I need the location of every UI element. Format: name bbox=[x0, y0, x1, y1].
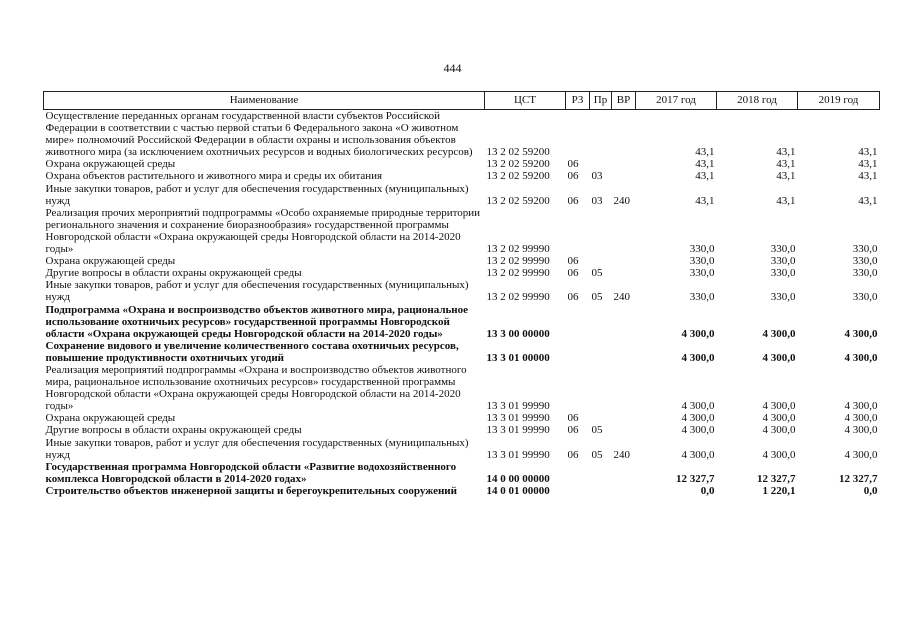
cell-cst: 13 3 01 99990 bbox=[486, 412, 550, 425]
cell-2019: 330,0 bbox=[852, 267, 878, 280]
column-header-name: Наименование bbox=[44, 92, 485, 110]
cell-pr bbox=[590, 485, 612, 497]
cell-2018: 330,0 bbox=[770, 243, 796, 256]
cell-pr bbox=[590, 340, 612, 364]
cell-cst: 13 2 02 99990 bbox=[486, 267, 550, 280]
cell-2018: 4 300,0 bbox=[762, 448, 796, 461]
cell-vr bbox=[612, 267, 636, 279]
table-body bbox=[44, 110, 880, 498]
cell-2019: 43,1 bbox=[858, 170, 878, 183]
cell-2018: 43,1 bbox=[776, 170, 796, 183]
cell-vr: 240 bbox=[613, 194, 630, 207]
cell-name: Другие вопросы в области охраны окружающей среды bbox=[45, 424, 302, 437]
cell-vr bbox=[612, 340, 636, 364]
cell-rz: 06 bbox=[567, 255, 579, 268]
cell-2017: 4 300,0 bbox=[681, 400, 715, 413]
column-header-cst: ЦСТ bbox=[485, 92, 566, 110]
cell-name: Строительство объектов инженерной защиты и берегоукрепительных сооружений bbox=[45, 484, 457, 497]
cell-rz: 06 bbox=[567, 424, 579, 437]
cell-name: Охрана объектов растительного и животного мира и среды их обитания bbox=[45, 170, 383, 183]
table-row bbox=[44, 340, 880, 364]
cell-rz bbox=[566, 364, 590, 412]
cell-rz bbox=[566, 485, 590, 497]
cell-2019: 0,0 bbox=[863, 484, 878, 497]
cell-2017: 330,0 bbox=[689, 291, 715, 304]
cell-vr: 240 bbox=[613, 448, 630, 461]
table-row bbox=[44, 267, 880, 279]
cell-rz: 06 bbox=[567, 412, 579, 425]
cell-pr: 03 bbox=[591, 194, 603, 207]
cell-pr bbox=[590, 412, 612, 424]
cell-cst: 14 0 01 00000 bbox=[486, 484, 550, 497]
cell-vr: 240 bbox=[613, 291, 630, 304]
table-row bbox=[44, 255, 880, 267]
table-row bbox=[44, 364, 880, 412]
cell-2017: 43,1 bbox=[695, 146, 715, 159]
cell-2018: 12 327,7 bbox=[757, 472, 796, 485]
cell-rz: 06 bbox=[567, 267, 579, 280]
cell-name: Иные закупки товаров, работ и услуг для обеспечения государственных (муниципальных) нужд bbox=[45, 436, 469, 461]
cell-rz: 06 bbox=[567, 158, 579, 171]
cell-2019: 4 300,0 bbox=[844, 412, 878, 425]
cell-2018: 4 300,0 bbox=[762, 412, 796, 425]
cell-2017: 12 327,7 bbox=[676, 472, 715, 485]
cell-cst: 13 3 01 00000 bbox=[486, 351, 550, 364]
cell-2019: 43,1 bbox=[858, 146, 878, 159]
column-header-2018: 2018 год bbox=[717, 92, 798, 110]
cell-rz bbox=[566, 340, 590, 364]
cell-cst: 13 2 02 59200 bbox=[486, 158, 550, 171]
cell-vr bbox=[612, 158, 636, 170]
column-header-vr: ВР bbox=[612, 92, 636, 110]
cell-2019: 330,0 bbox=[852, 243, 878, 256]
cell-cst: 13 3 01 99990 bbox=[486, 448, 550, 461]
cell-name: Охрана окружающей среды bbox=[45, 412, 176, 425]
column-header-pr: Пр bbox=[590, 92, 612, 110]
cell-pr: 05 bbox=[591, 448, 603, 461]
cell-vr bbox=[612, 461, 636, 485]
table-header-row bbox=[44, 92, 880, 110]
cell-rz: 06 bbox=[567, 448, 579, 461]
cell-name: Реализация мероприятий подпрограммы «Охрана и воспроизводство объектов животного мира, рациональное использование охотничьих ресурсов» государственной программы Новгородской области «Охрана окружающей среды Новгородской области на 2014-2020 годы» bbox=[45, 363, 467, 413]
cell-2018: 330,0 bbox=[770, 267, 796, 280]
cell-2019: 330,0 bbox=[852, 255, 878, 268]
cell-2018: 330,0 bbox=[770, 255, 796, 268]
cell-name: Осуществление переданных органам государственной власти субъектов Российской Федерации в соответствии с частью первой статьи 6 Федерального закона «О животном мире» полномочий Российской Федерации в области охраны и использования объектов животного мира (за исключением охотничьих ресурсов и водных биологических ресурсов) bbox=[45, 110, 473, 159]
cell-name: Охрана окружающей среды bbox=[45, 158, 176, 171]
cell-name: Государственная программа Новгородской области «Развитие водохозяйственного комплекса Новгородской области в 2014-2020 годах» bbox=[45, 460, 457, 485]
cell-2018: 43,1 bbox=[776, 146, 796, 159]
cell-pr: 05 bbox=[591, 267, 603, 280]
table-row bbox=[44, 437, 880, 461]
cell-rz bbox=[566, 461, 590, 485]
table-row bbox=[44, 279, 880, 303]
cell-rz: 06 bbox=[567, 170, 579, 183]
cell-2018: 1 220,1 bbox=[762, 484, 796, 497]
cell-2017: 330,0 bbox=[689, 267, 715, 280]
cell-name: Реализация прочих мероприятий подпрограммы «Особо охраняемые природные территории регионального значения и сохранение биоразнообразия» государственной программы Новгородской области «Охрана окружающей среды Новгородской области на 2014-2020 годы» bbox=[45, 206, 481, 256]
cell-rz: 06 bbox=[567, 291, 579, 304]
cell-vr bbox=[612, 364, 636, 412]
cell-2019: 4 300,0 bbox=[844, 400, 878, 413]
cell-pr bbox=[590, 207, 612, 255]
cell-pr: 05 bbox=[591, 291, 603, 304]
cell-2017: 4 300,0 bbox=[681, 412, 715, 425]
cell-name: Сохранение видового и увеличение количественного состава охотничьих ресурсов, повышение продуктивности охотничьих угодий bbox=[45, 339, 459, 364]
cell-pr bbox=[590, 364, 612, 412]
cell-rz bbox=[566, 304, 590, 340]
table-row bbox=[44, 461, 880, 485]
table-row bbox=[44, 485, 880, 497]
cell-pr: 05 bbox=[591, 424, 603, 437]
cell-2019: 43,1 bbox=[858, 194, 878, 207]
cell-2017: 4 300,0 bbox=[681, 448, 715, 461]
cell-2019: 12 327,7 bbox=[839, 472, 878, 485]
table-row bbox=[44, 412, 880, 424]
cell-vr bbox=[612, 255, 636, 267]
cell-vr bbox=[612, 485, 636, 497]
cell-vr bbox=[612, 304, 636, 340]
cell-cst: 14 0 00 00000 bbox=[486, 472, 550, 485]
cell-2017: 0,0 bbox=[700, 484, 715, 497]
cell-cst: 13 2 02 99990 bbox=[486, 291, 550, 304]
cell-2017: 43,1 bbox=[695, 158, 715, 171]
cell-vr bbox=[612, 424, 636, 436]
cell-2017: 43,1 bbox=[695, 194, 715, 207]
cell-2017: 4 300,0 bbox=[681, 351, 715, 364]
cell-2017: 4 300,0 bbox=[681, 424, 715, 437]
cell-name: Другие вопросы в области охраны окружающей среды bbox=[45, 267, 302, 280]
table-row bbox=[44, 424, 880, 436]
cell-2019: 4 300,0 bbox=[844, 424, 878, 437]
cell-pr bbox=[590, 461, 612, 485]
cell-2017: 43,1 bbox=[695, 170, 715, 183]
cell-cst: 13 3 01 99990 bbox=[486, 400, 550, 413]
cell-2018: 4 300,0 bbox=[762, 351, 796, 364]
cell-rz bbox=[566, 110, 590, 159]
cell-2018: 330,0 bbox=[770, 291, 796, 304]
cell-cst: 13 2 02 59200 bbox=[486, 146, 550, 159]
cell-2017: 330,0 bbox=[689, 243, 715, 256]
cell-rz bbox=[566, 207, 590, 255]
cell-2019: 4 300,0 bbox=[844, 351, 878, 364]
cell-name: Иные закупки товаров, работ и услуг для обеспечения государственных (муниципальных) нужд bbox=[45, 279, 469, 304]
cell-2017: 330,0 bbox=[689, 255, 715, 268]
cell-vr bbox=[612, 412, 636, 424]
cell-2019: 330,0 bbox=[852, 291, 878, 304]
cell-cst: 13 2 02 99990 bbox=[486, 255, 550, 268]
cell-vr bbox=[612, 170, 636, 182]
cell-2019: 43,1 bbox=[858, 158, 878, 171]
cell-name: Подпрограмма «Охрана и воспроизводство объектов животного мира, рациональное использование охотничьих ресурсов» государственной программы Новгородской области «Охрана окружающей среды Новгородской области на 2014-2020 годы» bbox=[45, 303, 469, 340]
column-header-2017: 2017 год bbox=[636, 92, 717, 110]
cell-2017: 4 300,0 bbox=[681, 327, 715, 340]
cell-cst: 13 3 00 00000 bbox=[486, 327, 550, 340]
column-header-2019: 2019 год bbox=[798, 92, 880, 110]
table-row bbox=[44, 158, 880, 170]
cell-vr bbox=[612, 110, 636, 159]
cell-pr bbox=[590, 158, 612, 170]
cell-cst: 13 2 02 59200 bbox=[486, 194, 550, 207]
cell-name: Иные закупки товаров, работ и услуг для обеспечения государственных (муниципальных) нужд bbox=[45, 182, 469, 207]
cell-pr bbox=[590, 304, 612, 340]
cell-cst: 13 2 02 99990 bbox=[486, 243, 550, 256]
table-row bbox=[44, 207, 880, 255]
table-row bbox=[44, 110, 880, 159]
page-number: 444 bbox=[443, 61, 462, 75]
table-row bbox=[44, 304, 880, 340]
column-header-rz: РЗ bbox=[566, 92, 590, 110]
budget-table bbox=[43, 91, 880, 497]
cell-2018: 4 300,0 bbox=[762, 400, 796, 413]
cell-cst: 13 2 02 59200 bbox=[486, 170, 550, 183]
cell-2019: 4 300,0 bbox=[844, 327, 878, 340]
cell-2019: 4 300,0 bbox=[844, 448, 878, 461]
cell-2018: 4 300,0 bbox=[762, 424, 796, 437]
cell-2018: 43,1 bbox=[776, 194, 796, 207]
cell-pr bbox=[590, 255, 612, 267]
cell-vr bbox=[612, 207, 636, 255]
cell-pr bbox=[590, 110, 612, 159]
cell-rz: 06 bbox=[567, 194, 579, 207]
table-row bbox=[44, 183, 880, 207]
cell-pr: 03 bbox=[591, 170, 603, 183]
cell-cst: 13 3 01 99990 bbox=[486, 424, 550, 437]
table-row bbox=[44, 170, 880, 182]
cell-2018: 43,1 bbox=[776, 158, 796, 171]
cell-2018: 4 300,0 bbox=[762, 327, 796, 340]
cell-name: Охрана окружающей среды bbox=[45, 255, 176, 268]
